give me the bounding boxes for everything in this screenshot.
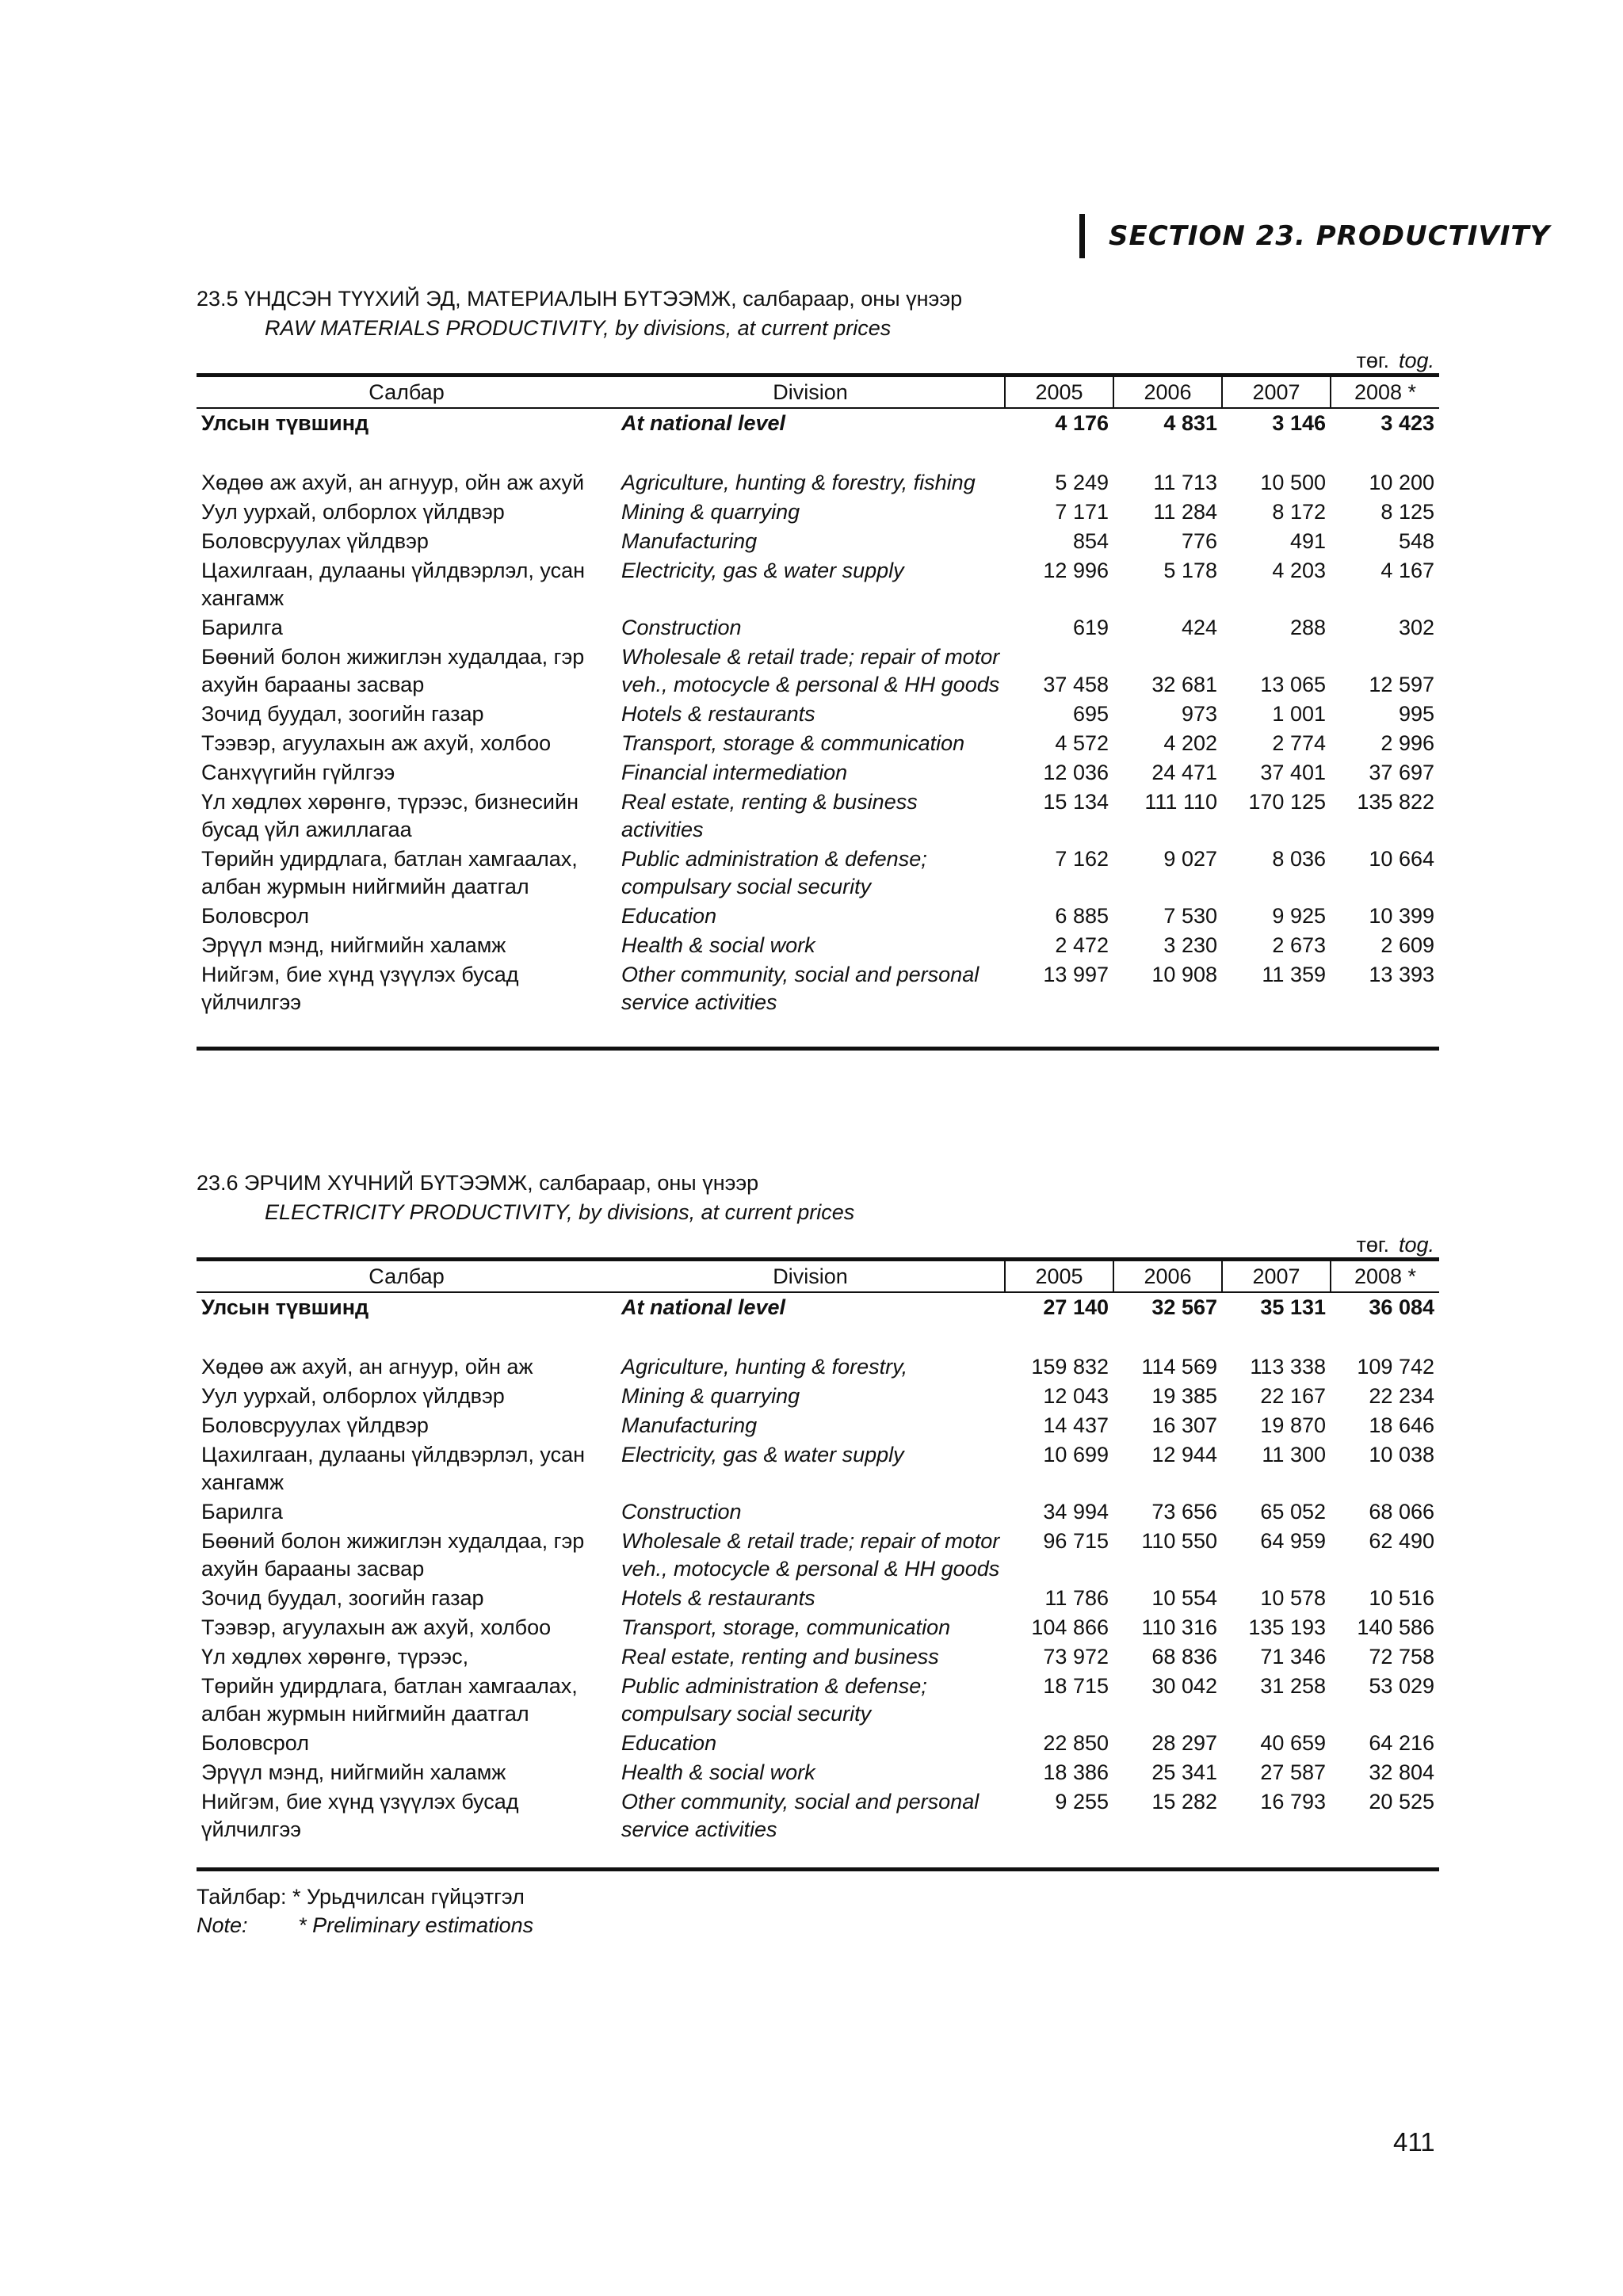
value-2006: 776	[1181, 529, 1217, 553]
value-2006: 5 178	[1163, 559, 1217, 582]
col-header-2005: 2005	[1005, 1260, 1113, 1293]
col-header-mn: Салбар	[197, 376, 617, 409]
value-2007: 40 659	[1260, 1731, 1326, 1755]
value-2006: 10 908	[1151, 963, 1217, 986]
row-label-mn: Бөөний болон жижиглэн худалдаа, гэр ахуйн барааны засвар	[201, 645, 585, 696]
value-2008: 64 216	[1369, 1731, 1434, 1755]
row-label-en: Electricity, gas & water supply	[621, 1443, 904, 1466]
unit-label	[197, 349, 1439, 373]
value-2007: 16 793	[1260, 1790, 1326, 1814]
row-label-en: Public administration & defense; compulsary social security	[621, 1674, 927, 1726]
value-2008: 8 125	[1381, 500, 1434, 524]
national-en: At national level	[621, 411, 786, 435]
table-row	[197, 643, 1439, 700]
national-en: At national level	[621, 1295, 786, 1319]
value-2007: 10 578	[1260, 1586, 1326, 1610]
table-end-rule	[197, 1047, 1439, 1051]
value-2005: 695	[1072, 702, 1109, 726]
value-2008: 62 490	[1369, 1529, 1434, 1553]
row-label-mn: Боловсруулах үйлдвэр	[201, 1413, 429, 1437]
row-label-en: Manufacturing	[621, 529, 758, 553]
national-2008: 3 423	[1381, 411, 1434, 435]
row-label-en: Hotels & restaurants	[621, 1586, 815, 1610]
value-2007: 170 125	[1248, 790, 1326, 814]
table-row	[197, 1584, 1439, 1613]
electricity-table	[197, 1257, 1439, 1867]
value-2007: 11 359	[1262, 963, 1326, 986]
table-row	[197, 1642, 1439, 1672]
table-row	[197, 1411, 1439, 1440]
table-row	[197, 700, 1439, 729]
table-row	[197, 729, 1439, 758]
value-2008: 13 393	[1369, 963, 1434, 986]
value-2006: 424	[1181, 616, 1217, 639]
table-body	[197, 408, 1439, 1047]
value-2005: 13 997	[1043, 963, 1109, 986]
value-2007: 11 300	[1262, 1443, 1326, 1466]
table-row	[197, 1729, 1439, 1758]
national-2005: 4 176	[1055, 411, 1109, 435]
table-row	[197, 931, 1439, 960]
value-2008: 32 804	[1369, 1760, 1434, 1784]
value-2005: 7 171	[1055, 500, 1109, 524]
table-row	[197, 527, 1439, 556]
row-label-en: Agriculture, hunting & forestry, fishing	[621, 471, 976, 494]
table-row	[197, 758, 1439, 788]
value-2005: 37 458	[1043, 673, 1109, 696]
table-row	[197, 1352, 1439, 1382]
value-2005: 4 572	[1055, 731, 1109, 755]
national-2007: 3 146	[1272, 411, 1326, 435]
value-2005: 12 996	[1043, 559, 1109, 582]
col-header-en: Division	[617, 1260, 1005, 1293]
row-label-mn: Нийгэм, бие хүнд үзүүлэх бусад үйлчилгээ	[201, 1790, 519, 1841]
value-2007: 135 193	[1248, 1615, 1326, 1639]
value-2007: 4 203	[1272, 559, 1326, 582]
row-label-mn: Эрүүл мэнд, нийгмийн халамж	[201, 1760, 506, 1784]
table-23-6-block	[197, 1171, 1439, 1939]
table-end-rule	[197, 1867, 1439, 1871]
value-2006: 111 110	[1144, 790, 1217, 814]
row-label-en: Manufacturing	[621, 1413, 758, 1437]
value-2006: 30 042	[1151, 1674, 1217, 1698]
value-2005: 7 162	[1055, 847, 1109, 871]
value-2006: 68 836	[1151, 1645, 1217, 1669]
value-2005: 18 386	[1043, 1760, 1109, 1784]
row-label-en: Construction	[621, 616, 742, 639]
row-label-en: Education	[621, 904, 717, 928]
row-label-en: Electricity, gas & water supply	[621, 559, 904, 582]
value-2008: 10 516	[1369, 1586, 1434, 1610]
row-label-en: Public administration & defense; compulsary social security	[621, 847, 927, 898]
value-2008: 135 822	[1357, 790, 1434, 814]
value-2006: 114 569	[1141, 1355, 1217, 1379]
value-2008: 10 038	[1369, 1443, 1434, 1466]
value-2006: 19 385	[1151, 1384, 1217, 1408]
table-row	[197, 613, 1439, 643]
unit-en: tog.	[1398, 1233, 1434, 1257]
row-label-mn: Хөдөө аж ахуй, ан агнуур, ойн аж	[201, 1355, 533, 1379]
table-row	[197, 1440, 1439, 1497]
value-2005: 9 255	[1055, 1790, 1109, 1814]
value-2007: 10 500	[1260, 471, 1326, 494]
value-2007: 22 167	[1260, 1384, 1326, 1408]
table-row	[197, 556, 1439, 613]
row-label-en: Transport, storage & communication	[621, 731, 965, 755]
value-2006: 73 656	[1151, 1500, 1217, 1524]
row-label-mn: Төрийн удирдлага, батлан хамгаалах, албан журмын нийгмийн даатгал	[201, 1674, 578, 1726]
value-2005: 159 832	[1031, 1355, 1109, 1379]
table-row	[197, 1672, 1439, 1729]
row-label-en: Education	[621, 1731, 717, 1755]
row-label-mn: Нийгэм, бие хүнд үзүүлэх бусад үйлчилгээ	[201, 963, 519, 1014]
value-2006: 24 471	[1151, 761, 1217, 784]
header-row	[197, 376, 1439, 409]
value-2008: 10 200	[1369, 471, 1434, 494]
col-header-2005: 2005	[1005, 376, 1113, 409]
value-2008: 109 742	[1357, 1355, 1434, 1379]
table-row	[197, 1787, 1439, 1867]
table-row	[197, 845, 1439, 902]
table-title-en: RAW MATERIALS PRODUCTIVITY, by divisions, at current prices	[265, 316, 892, 340]
col-header-2007: 2007	[1222, 1260, 1331, 1293]
row-label-mn: Зочид буудал, зоогийн газар	[201, 702, 484, 726]
value-2005: 22 850	[1043, 1731, 1109, 1755]
national-2007: 35 131	[1260, 1295, 1326, 1319]
value-2006: 973	[1181, 702, 1217, 726]
value-2006: 110 550	[1141, 1529, 1217, 1553]
value-2006: 11 284	[1153, 500, 1217, 524]
row-label-mn: Зочид буудал, зоогийн газар	[201, 1586, 484, 1610]
value-2007: 288	[1289, 616, 1326, 639]
row-label-mn: Уул уурхай, олборлох үйлдвэр	[201, 1384, 505, 1408]
row-label-en: Real estate, renting & business activities	[621, 790, 918, 841]
row-label-en: Hotels & restaurants	[621, 702, 815, 726]
section-bar	[1079, 214, 1085, 258]
table-title-mn: 23.6 ЭРЧИМ ХҮЧНИЙ БҮТЭЭМЖ, салбараар, оны үнээр	[197, 1171, 759, 1195]
value-2007: 64 959	[1260, 1529, 1326, 1553]
value-2005: 6 885	[1055, 904, 1109, 928]
table-row	[197, 902, 1439, 931]
unit-label	[197, 1233, 1439, 1257]
row-label-mn: Барилга	[201, 1500, 283, 1524]
value-2008: 72 758	[1369, 1645, 1434, 1669]
row-label-mn: Тээвэр, агуулахын аж ахуй, холбоо	[201, 1615, 552, 1639]
col-header-2008: 2008 *	[1331, 376, 1439, 409]
table-title-en: ELECTRICITY PRODUCTIVITY, by divisions, at current prices	[265, 1200, 855, 1224]
national-row	[197, 1292, 1439, 1322]
row-label-mn: Цахилгаан, дулааны үйлдвэрлэл, усан хангамж	[201, 559, 586, 610]
row-label-en: Other community, social and personal service activities	[621, 963, 980, 1014]
value-2005: 11 786	[1044, 1586, 1109, 1610]
value-2006: 15 282	[1151, 1790, 1217, 1814]
value-2008: 4 167	[1381, 559, 1434, 582]
notes	[197, 1882, 1439, 1939]
value-2008: 68 066	[1369, 1500, 1434, 1524]
value-2008: 12 597	[1369, 673, 1434, 696]
value-2005: 15 134	[1043, 790, 1109, 814]
section-header	[1079, 212, 1550, 260]
value-2008: 2 609	[1381, 933, 1434, 957]
row-label-mn: Боловсрол	[201, 904, 309, 928]
value-2008: 53 029	[1369, 1674, 1434, 1698]
row-label-mn: Боловсрол	[201, 1731, 309, 1755]
row-label-mn: Эрүүл мэнд, нийгмийн халамж	[201, 933, 506, 957]
value-2007: 37 401	[1260, 761, 1326, 784]
table-23-5-block	[197, 287, 1439, 1051]
row-label-en: Other community, social and personal service activities	[621, 1790, 980, 1841]
row-label-en: Financial intermediation	[621, 761, 848, 784]
table-row	[197, 1497, 1439, 1527]
value-2007: 2 673	[1272, 933, 1326, 957]
col-header-2008: 2008 *	[1331, 1260, 1439, 1293]
value-2008: 302	[1398, 616, 1434, 639]
value-2008: 37 697	[1369, 761, 1434, 784]
value-2005: 18 715	[1043, 1674, 1109, 1698]
value-2006: 7 530	[1163, 904, 1217, 928]
national-2006: 32 567	[1151, 1295, 1217, 1319]
value-2008: 22 234	[1369, 1384, 1434, 1408]
raw-materials-table	[197, 373, 1439, 1047]
value-2007: 113 338	[1250, 1355, 1326, 1379]
col-header-2006: 2006	[1113, 1260, 1222, 1293]
national-mn: Улсын түвшинд	[201, 1295, 369, 1319]
value-2006: 3 230	[1163, 933, 1217, 957]
value-2005: 12 036	[1043, 761, 1109, 784]
table-row	[197, 1758, 1439, 1787]
table-row	[197, 1613, 1439, 1642]
page-number: 411	[1393, 2127, 1435, 2157]
value-2007: 8 036	[1272, 847, 1326, 871]
value-2006: 12 944	[1151, 1443, 1217, 1466]
value-2006: 4 202	[1163, 731, 1217, 755]
table-row	[197, 498, 1439, 527]
value-2005: 34 994	[1043, 1500, 1109, 1524]
unit-mn: төг.	[1356, 1233, 1389, 1257]
value-2006: 16 307	[1151, 1413, 1217, 1437]
value-2005: 854	[1072, 529, 1109, 553]
value-2006: 11 713	[1153, 471, 1217, 494]
col-header-2007: 2007	[1222, 376, 1331, 409]
value-2006: 110 316	[1141, 1615, 1217, 1639]
value-2008: 10 664	[1369, 847, 1434, 871]
value-2005: 104 866	[1031, 1615, 1109, 1639]
value-2007: 491	[1289, 529, 1326, 553]
unit-en: tog.	[1398, 349, 1434, 372]
row-label-mn: Санхүүгийн гүйлгээ	[201, 761, 395, 784]
national-mn: Улсын түвшинд	[201, 411, 369, 435]
value-2005: 96 715	[1043, 1529, 1109, 1553]
national-2008: 36 084	[1369, 1295, 1434, 1319]
value-2008: 2 996	[1381, 731, 1434, 755]
row-label-en: Agriculture, hunting & forestry,	[621, 1355, 908, 1379]
row-label-en: Wholesale & retail trade; repair of motor veh., motocycle & personal & HH goods	[621, 645, 1000, 696]
row-label-mn: Цахилгаан, дулааны үйлдвэрлэл, усан хангамж	[201, 1443, 586, 1494]
value-2008: 548	[1398, 529, 1434, 553]
row-label-en: Mining & quarrying	[621, 500, 800, 524]
table-body	[197, 1292, 1439, 1867]
row-label-en: Health & social work	[621, 1760, 815, 1784]
value-2008: 20 525	[1369, 1790, 1434, 1814]
row-label-en: Real estate, renting and business	[621, 1645, 939, 1669]
value-2007: 65 052	[1260, 1500, 1326, 1524]
row-label-mn: Хөдөө аж ахуй, ан агнуур, ойн аж ахуй	[201, 471, 585, 494]
value-2006: 9 027	[1163, 847, 1217, 871]
row-label-en: Mining & quarrying	[621, 1384, 800, 1408]
value-2005: 2 472	[1055, 933, 1109, 957]
value-2005: 12 043	[1043, 1384, 1109, 1408]
value-2008: 140 586	[1357, 1615, 1434, 1639]
table-row	[197, 468, 1439, 498]
section-title: SECTION 23. PRODUCTIVITY	[1109, 220, 1551, 252]
value-2006: 25 341	[1151, 1760, 1217, 1784]
value-2006: 10 554	[1151, 1586, 1217, 1610]
row-label-en: Transport, storage, communication	[621, 1615, 951, 1639]
spacer-row	[197, 438, 1439, 468]
row-label-en: Health & social work	[621, 933, 815, 957]
value-2005: 10 699	[1043, 1443, 1109, 1466]
table-row	[197, 788, 1439, 845]
value-2007: 13 065	[1260, 673, 1326, 696]
national-2006: 4 831	[1163, 411, 1217, 435]
value-2007: 71 346	[1260, 1645, 1326, 1669]
col-header-en: Division	[617, 376, 1005, 409]
value-2005: 14 437	[1043, 1413, 1109, 1437]
value-2005: 5 249	[1055, 471, 1109, 494]
note-mn: Тайлбар: * Урьдчилсан гүйцэтгэл	[197, 1885, 525, 1909]
value-2007: 31 258	[1260, 1674, 1326, 1698]
value-2007: 9 925	[1272, 904, 1326, 928]
table-title-mn: 23.5 ҮНДСЭН ТҮҮХИЙ ЭД, МАТЕРИАЛЫН БҮТЭЭМЖ, салбараар, оны үнээр	[197, 287, 963, 311]
row-label-mn: Боловсруулах үйлдвэр	[201, 529, 429, 553]
note-en-label: Note:	[197, 1913, 248, 1937]
col-header-2006: 2006	[1113, 376, 1222, 409]
row-label-mn: Тээвэр, агуулахын аж ахуй, холбоо	[201, 731, 552, 755]
row-label-mn: Үл хөдлөх хөрөнгө, түрээс,	[201, 1645, 469, 1669]
row-label-en: Wholesale & retail trade; repair of motor veh., motocycle & personal & HH goods	[621, 1529, 1000, 1581]
table-row	[197, 1527, 1439, 1584]
value-2007: 2 774	[1272, 731, 1326, 755]
value-2006: 32 681	[1151, 673, 1217, 696]
row-label-mn: Үл хөдлөх хөрөнгө, түрээс, бизнесийн бусад үйл ажиллагаа	[201, 790, 579, 841]
note-en	[197, 1911, 1439, 1939]
note-en-text: * Preliminary estimations	[298, 1913, 534, 1937]
spacer-row	[197, 1322, 1439, 1352]
value-2005: 619	[1072, 616, 1109, 639]
value-2007: 1 001	[1272, 702, 1326, 726]
value-2007: 8 172	[1272, 500, 1326, 524]
national-row	[197, 408, 1439, 438]
col-header-mn: Салбар	[197, 1260, 617, 1293]
value-2008: 995	[1398, 702, 1434, 726]
national-2005: 27 140	[1043, 1295, 1109, 1319]
value-2008: 18 646	[1369, 1413, 1434, 1437]
unit-mn: төг.	[1356, 349, 1389, 372]
table-row	[197, 960, 1439, 1047]
value-2006: 28 297	[1151, 1731, 1217, 1755]
value-2007: 19 870	[1260, 1413, 1326, 1437]
row-label-mn: Төрийн удирдлага, батлан хамгаалах, албан журмын нийгмийн даатгал	[201, 847, 578, 898]
row-label-en: Construction	[621, 1500, 742, 1524]
row-label-mn: Бөөний болон жижиглэн худалдаа, гэр ахуйн барааны засвар	[201, 1529, 585, 1581]
value-2007: 27 587	[1260, 1760, 1326, 1784]
value-2005: 73 972	[1043, 1645, 1109, 1669]
row-label-mn: Барилга	[201, 616, 283, 639]
header-row	[197, 1260, 1439, 1293]
value-2008: 10 399	[1369, 904, 1434, 928]
row-label-mn: Уул уурхай, олборлох үйлдвэр	[201, 500, 505, 524]
table-row	[197, 1382, 1439, 1411]
